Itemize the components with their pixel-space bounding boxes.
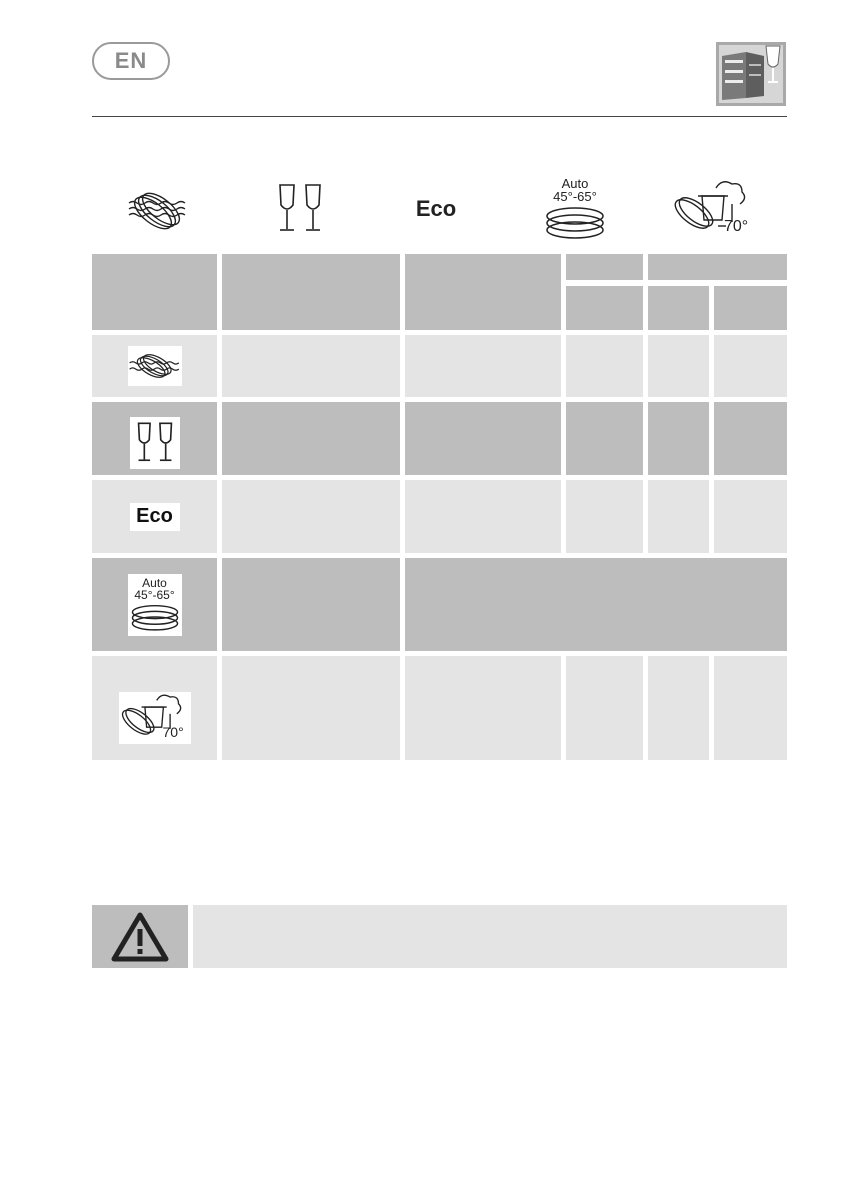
- table-header-col5: [648, 286, 709, 330]
- table-row-delicate-col4: [566, 402, 643, 475]
- table-header-col4: [566, 286, 643, 330]
- auto-plates-icon: Auto 45°-65°: [128, 574, 182, 636]
- eco-program-label: Eco: [415, 196, 457, 221]
- table-row-eco-col3: [405, 480, 561, 553]
- table-row-auto-col2: [222, 558, 400, 651]
- table-row-intensive-col6: [714, 656, 787, 760]
- header-divider: [92, 116, 787, 117]
- eco-text-icon: Eco: [130, 503, 180, 531]
- table-row-soak-symbol: [92, 335, 217, 397]
- table-row-intensive-col5: [648, 656, 709, 760]
- table-row-delicate-col3: [405, 402, 561, 475]
- table-row-soak-col4: [566, 335, 643, 397]
- wine-glasses-icon: [130, 417, 180, 469]
- table-row-delicate-col5: [648, 402, 709, 475]
- wine-glasses-icon: [260, 176, 340, 242]
- soak-plates-icon: [120, 176, 200, 242]
- auto-plates-icon: Auto 45°-65°: [530, 170, 620, 246]
- table-row-delicate-col2: [222, 402, 400, 475]
- language-badge: EN: [92, 42, 170, 80]
- table-header-col3: [405, 254, 561, 330]
- intensive-pot-icon: 70°: [119, 692, 191, 744]
- table-row-eco-col5: [648, 480, 709, 553]
- table-row-eco-symbol: [92, 480, 217, 553]
- warning-text-cell: [193, 905, 787, 968]
- table-row-eco-col4: [566, 480, 643, 553]
- table-row-eco-col2: [222, 480, 400, 553]
- table-header-col6: [714, 286, 787, 330]
- table-row-soak-col6: [714, 335, 787, 397]
- dishwasher-icon: [716, 42, 786, 106]
- table-row-soak-col2: [222, 335, 400, 397]
- table-row-intensive-symbol: [92, 656, 217, 760]
- table-header-col2: [222, 254, 400, 330]
- table-row-intensive-col4: [566, 656, 643, 760]
- table-row-delicate-symbol: [92, 402, 217, 475]
- table-row-auto-merged: [405, 558, 787, 651]
- table-row-delicate-col6: [714, 402, 787, 475]
- table-row-intensive-col2: [222, 656, 400, 760]
- table-header-symbol: [92, 254, 217, 330]
- table-row-auto-symbol: [92, 558, 217, 651]
- table-row-soak-col5: [648, 335, 709, 397]
- table-row-intensive-col3: [405, 656, 561, 760]
- table-header-col4-top: [566, 254, 643, 280]
- intensive-pot-icon: 70°: [672, 176, 756, 242]
- soak-plates-icon: [128, 346, 182, 386]
- warning-icon-cell: [92, 905, 188, 968]
- table-header-col5-top: [648, 254, 787, 280]
- table-row-eco-col6: [714, 480, 787, 553]
- table-row-soak-col3: [405, 335, 561, 397]
- warning-triangle-icon: [110, 911, 170, 963]
